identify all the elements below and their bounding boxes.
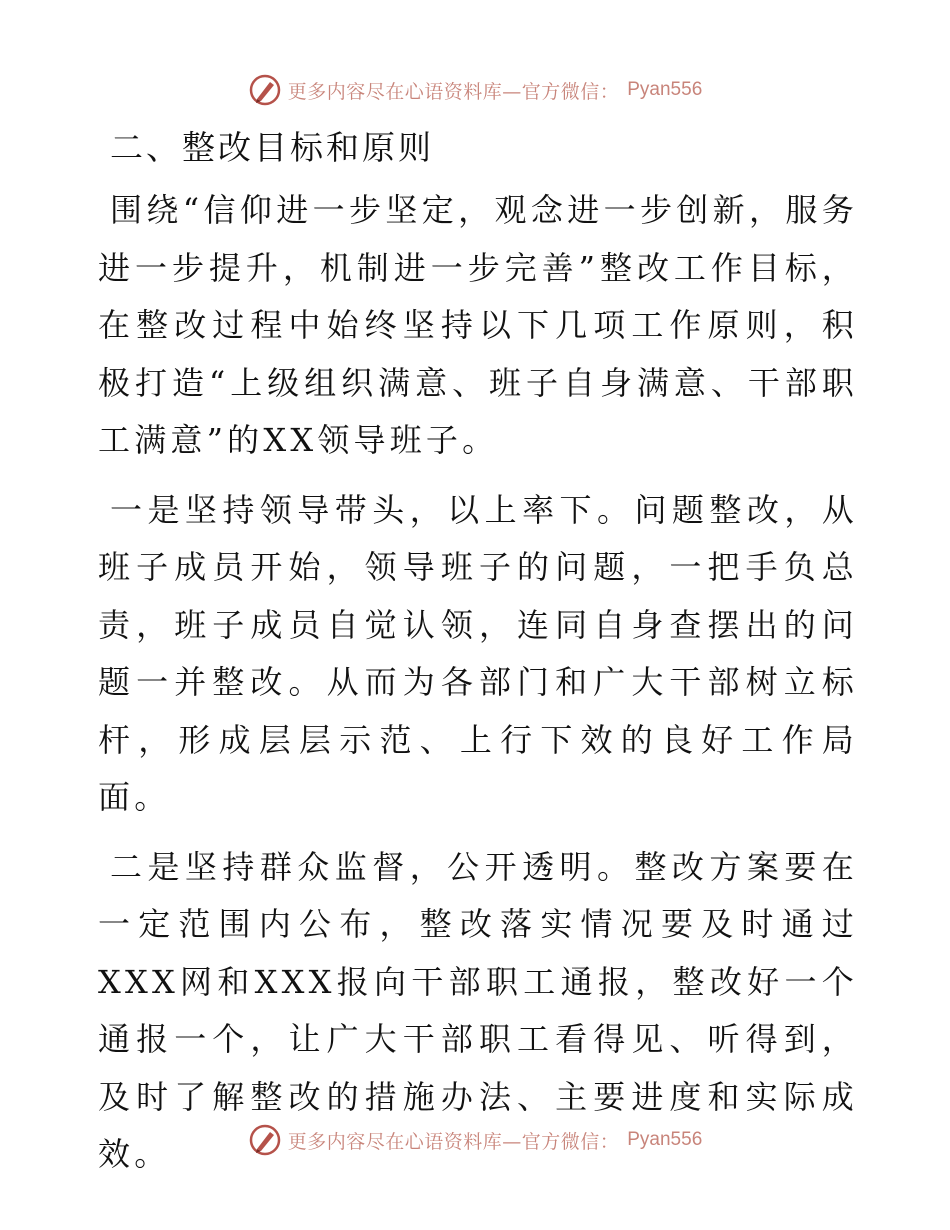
- footer-watermark: [0, 1120, 950, 1160]
- paragraph-goals: 围绕“信仰进一步坚定，观念进一步创新，服务进一步提升，机制进一步完善”整改工作目标，在整改过程中始终坚持以下几项工作原则，积极打造“上级组织满意、班子自身满意、干部职工满意”的XX领导班子。: [98, 191, 858, 459]
- pen-logo-icon: [248, 1123, 282, 1157]
- watermark-wechat-id: Pyan556: [627, 79, 703, 100]
- paragraph-principle-two: 二是坚持群众监督，公开透明。整改方案要在一定范围内公布，整改落实情况要及时通过XXX网和XXX报向干部职工通报，整改好一个通报一个，让广大干部职工看得见、听得到，及时了解整改的措施办法、主要进度和实际成效。: [98, 847, 858, 1173]
- pen-logo-icon: [248, 73, 282, 107]
- section-heading: 二、整改目标和原则: [110, 128, 434, 167]
- document-body: [98, 120, 858, 1196]
- watermark-wechat-id: Pyan556: [627, 1129, 703, 1150]
- watermark-text: 更多内容尽在心语资料库—官方微信：: [287, 80, 620, 103]
- paragraph-principle-one: 一是坚持领导带头，以上率下。问题整改，从班子成员开始，领导班子的问题，一把手负总责，班子成员自觉认领，连同自身查摆出的问题一并整改。从而为各部门和广大干部树立标杆，形成层层示范、上行下效的良好工作局面。: [98, 490, 858, 816]
- watermark-text: 更多内容尽在心语资料库—官方微信：: [287, 1130, 620, 1153]
- header-watermark: [0, 70, 950, 110]
